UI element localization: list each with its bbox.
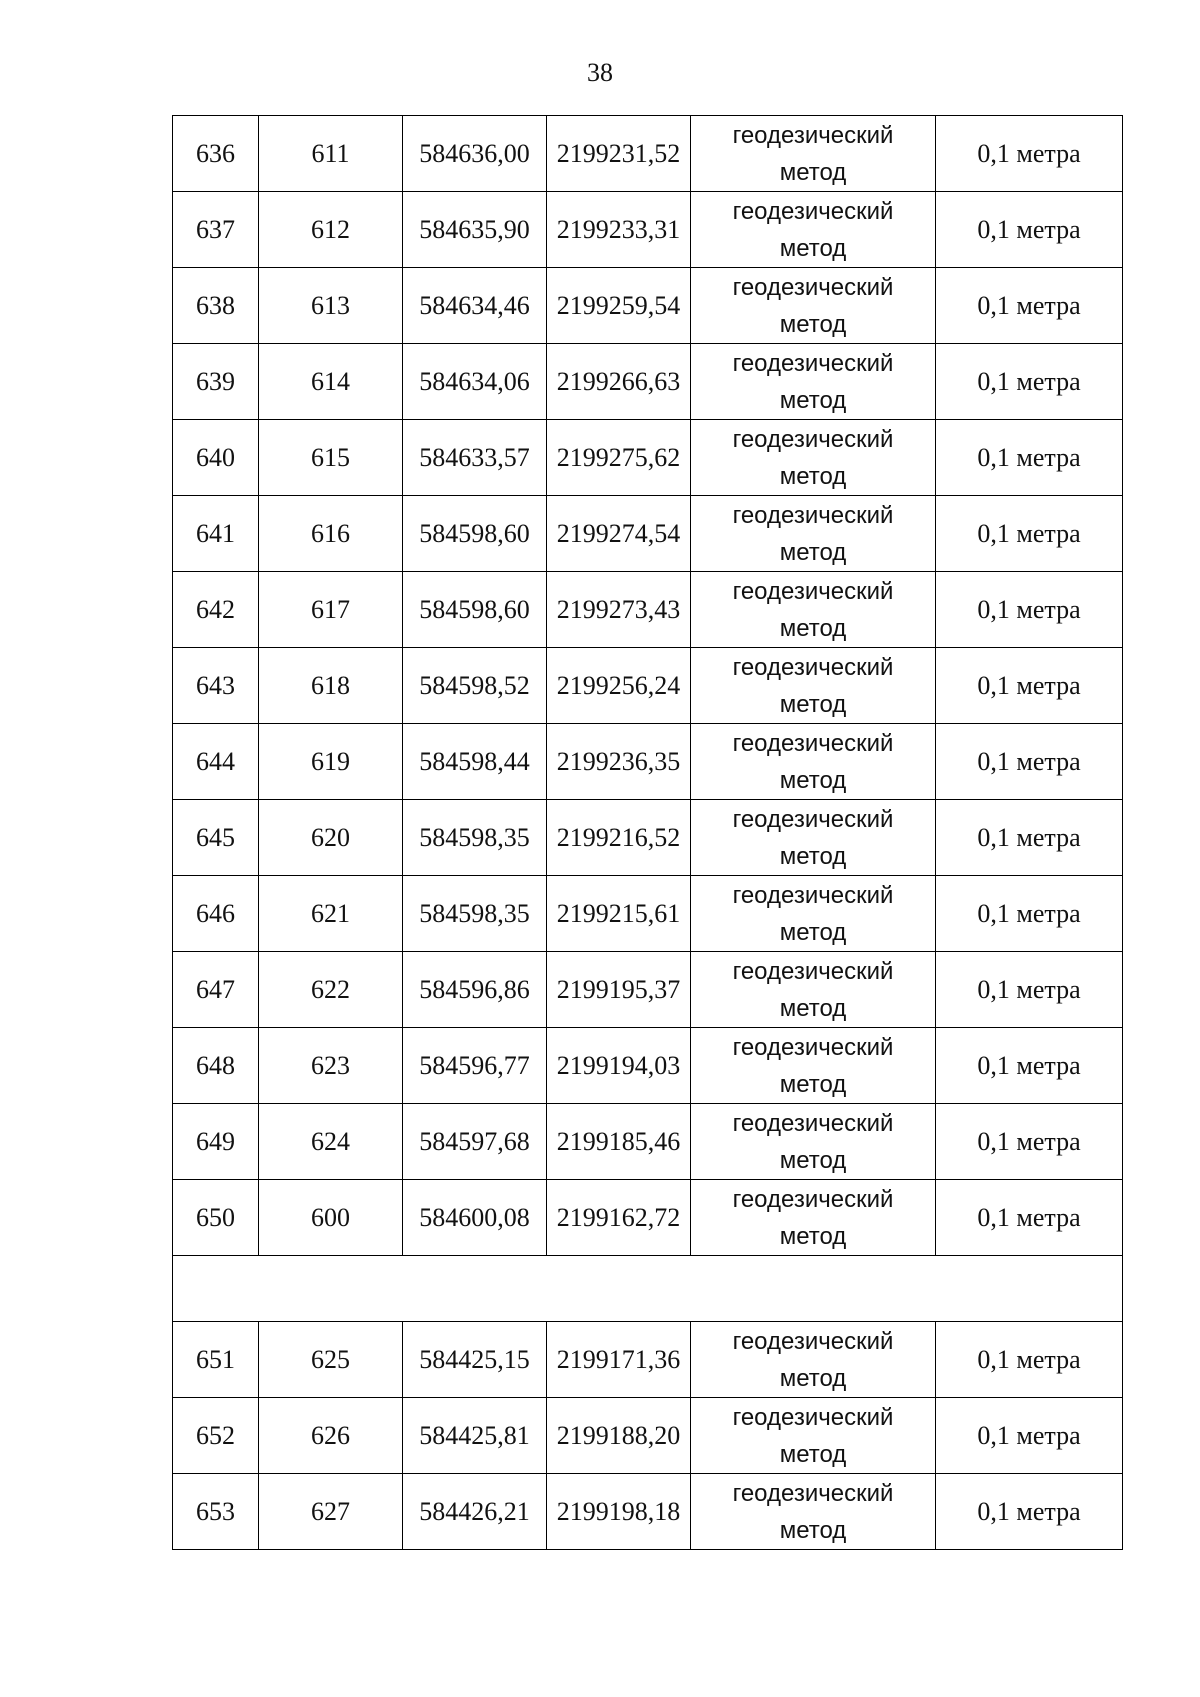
- x-coordinate-cell: 584634,06: [403, 344, 547, 420]
- method-cell: [691, 648, 936, 724]
- method-cell: [691, 572, 936, 648]
- y-coordinate-cell: 2199215,61: [547, 876, 691, 952]
- method-cell: [691, 876, 936, 952]
- y-coordinate-cell: 2199259,54: [547, 268, 691, 344]
- point-number-cell: 622: [259, 952, 403, 1028]
- method-cell: [691, 1104, 936, 1180]
- table-row: [173, 1474, 1123, 1550]
- coordinates-table: [172, 115, 1123, 1550]
- y-coordinate-cell: 2199171,36: [547, 1322, 691, 1398]
- accuracy-cell: 0,1 метра: [936, 496, 1123, 572]
- x-coordinate-cell: 584636,00: [403, 116, 547, 192]
- row-number-cell: 652: [173, 1398, 259, 1474]
- row-number-cell: 651: [173, 1322, 259, 1398]
- row-number-cell: 644: [173, 724, 259, 800]
- method-text-line-1: геодезический: [732, 957, 894, 985]
- method-text-line-2: метод: [779, 310, 847, 338]
- method-text-line-1: геодезический: [732, 1327, 894, 1355]
- row-number-cell: 650: [173, 1180, 259, 1256]
- method-text-line-2: метод: [779, 386, 847, 414]
- page-number: 38: [587, 58, 613, 87]
- accuracy-cell: 0,1 метра: [936, 724, 1123, 800]
- y-coordinate-cell: 2199162,72: [547, 1180, 691, 1256]
- method-text-line-2: метод: [779, 538, 847, 566]
- accuracy-cell: 0,1 метра: [936, 952, 1123, 1028]
- x-coordinate-cell: 584425,81: [403, 1398, 547, 1474]
- table-row: [173, 420, 1123, 496]
- method-text-line-1: геодезический: [732, 653, 894, 681]
- row-number-cell: 636: [173, 116, 259, 192]
- method-text-line-1: геодезический: [732, 197, 894, 225]
- table-row: [173, 648, 1123, 724]
- method-text-line-2: метод: [779, 690, 847, 718]
- accuracy-cell: 0,1 метра: [936, 344, 1123, 420]
- y-coordinate-cell: 2199256,24: [547, 648, 691, 724]
- y-coordinate-cell: 2199233,31: [547, 192, 691, 268]
- table-row: [173, 344, 1123, 420]
- method-text-line-1: геодезический: [732, 729, 894, 757]
- row-number-cell: 647: [173, 952, 259, 1028]
- row-number-cell: 642: [173, 572, 259, 648]
- method-cell: [691, 1180, 936, 1256]
- method-text-line-2: метод: [779, 1070, 847, 1098]
- y-coordinate-cell: 2199275,62: [547, 420, 691, 496]
- row-number-cell: 643: [173, 648, 259, 724]
- table-row: [173, 876, 1123, 952]
- table-row: [173, 1180, 1123, 1256]
- y-coordinate-cell: 2199236,35: [547, 724, 691, 800]
- x-coordinate-cell: 584597,68: [403, 1104, 547, 1180]
- point-number-cell: 613: [259, 268, 403, 344]
- method-cell: [691, 420, 936, 496]
- table-row: [173, 1104, 1123, 1180]
- x-coordinate-cell: 584600,08: [403, 1180, 547, 1256]
- y-coordinate-cell: 2199231,52: [547, 116, 691, 192]
- method-text-line-1: геодезический: [732, 1109, 894, 1137]
- table-row: [173, 496, 1123, 572]
- point-number-cell: 611: [259, 116, 403, 192]
- method-text-line-2: метод: [779, 842, 847, 870]
- row-number-cell: 638: [173, 268, 259, 344]
- accuracy-cell: 0,1 метра: [936, 1398, 1123, 1474]
- table-row: [173, 1028, 1123, 1104]
- x-coordinate-cell: 584635,90: [403, 192, 547, 268]
- y-coordinate-cell: 2199274,54: [547, 496, 691, 572]
- method-text-line-2: метод: [779, 918, 847, 946]
- y-coordinate-cell: 2199185,46: [547, 1104, 691, 1180]
- method-cell: [691, 952, 936, 1028]
- method-text-line-2: метод: [779, 994, 847, 1022]
- accuracy-cell: 0,1 метра: [936, 420, 1123, 496]
- y-coordinate-cell: 2199194,03: [547, 1028, 691, 1104]
- method-text-line-2: метод: [779, 462, 847, 490]
- method-cell: [691, 800, 936, 876]
- x-coordinate-cell: 584598,44: [403, 724, 547, 800]
- point-number-cell: 621: [259, 876, 403, 952]
- method-text-line-2: метод: [779, 766, 847, 794]
- accuracy-cell: 0,1 метра: [936, 116, 1123, 192]
- point-number-cell: 623: [259, 1028, 403, 1104]
- accuracy-cell: 0,1 метра: [936, 1474, 1123, 1550]
- method-text-line-2: метод: [779, 1222, 847, 1250]
- method-cell: [691, 1474, 936, 1550]
- table-row: [173, 724, 1123, 800]
- method-cell: [691, 724, 936, 800]
- method-text-line-2: метод: [779, 158, 847, 186]
- point-number-cell: 614: [259, 344, 403, 420]
- point-number-cell: 616: [259, 496, 403, 572]
- method-cell: [691, 268, 936, 344]
- point-number-cell: 624: [259, 1104, 403, 1180]
- table-row: [173, 268, 1123, 344]
- method-text-line-1: геодезический: [732, 1479, 894, 1507]
- x-coordinate-cell: 584633,57: [403, 420, 547, 496]
- accuracy-cell: 0,1 метра: [936, 268, 1123, 344]
- y-coordinate-cell: 2199188,20: [547, 1398, 691, 1474]
- method-text-line-2: метод: [779, 1516, 847, 1544]
- method-text-line-1: геодезический: [732, 121, 894, 149]
- point-number-cell: 625: [259, 1322, 403, 1398]
- method-text-line-1: геодезический: [732, 349, 894, 377]
- method-cell: [691, 496, 936, 572]
- table-row: [173, 952, 1123, 1028]
- x-coordinate-cell: 584634,46: [403, 268, 547, 344]
- row-number-cell: 648: [173, 1028, 259, 1104]
- method-text-line-1: геодезический: [732, 273, 894, 301]
- x-coordinate-cell: 584596,86: [403, 952, 547, 1028]
- table-row: [173, 116, 1123, 192]
- method-text-line-1: геодезический: [732, 1033, 894, 1061]
- table-row: [173, 1322, 1123, 1398]
- accuracy-cell: 0,1 метра: [936, 192, 1123, 268]
- row-number-cell: 645: [173, 800, 259, 876]
- table-row: [173, 800, 1123, 876]
- accuracy-cell: 0,1 метра: [936, 876, 1123, 952]
- accuracy-cell: 0,1 метра: [936, 648, 1123, 724]
- row-number-cell: 641: [173, 496, 259, 572]
- coordinates-table-body: [173, 116, 1123, 1550]
- accuracy-cell: 0,1 метра: [936, 572, 1123, 648]
- point-number-cell: 626: [259, 1398, 403, 1474]
- table-row: [173, 192, 1123, 268]
- method-text-line-2: метод: [779, 614, 847, 642]
- method-text-line-1: геодезический: [732, 425, 894, 453]
- method-text-line-2: метод: [779, 1146, 847, 1174]
- row-number-cell: 639: [173, 344, 259, 420]
- row-number-cell: 646: [173, 876, 259, 952]
- row-number-cell: 653: [173, 1474, 259, 1550]
- method-cell: [691, 1398, 936, 1474]
- method-text-line-1: геодезический: [732, 501, 894, 529]
- y-coordinate-cell: 2199266,63: [547, 344, 691, 420]
- x-coordinate-cell: 584598,52: [403, 648, 547, 724]
- row-number-cell: 640: [173, 420, 259, 496]
- accuracy-cell: 0,1 метра: [936, 1028, 1123, 1104]
- point-number-cell: 617: [259, 572, 403, 648]
- point-number-cell: 612: [259, 192, 403, 268]
- accuracy-cell: 0,1 метра: [936, 800, 1123, 876]
- y-coordinate-cell: 2199273,43: [547, 572, 691, 648]
- method-text-line-2: метод: [779, 234, 847, 262]
- x-coordinate-cell: 584598,60: [403, 572, 547, 648]
- x-coordinate-cell: 584598,35: [403, 800, 547, 876]
- section-separator-row: [173, 1256, 1123, 1322]
- method-cell: [691, 1322, 936, 1398]
- x-coordinate-cell: 584598,60: [403, 496, 547, 572]
- method-text-line-2: метод: [779, 1440, 847, 1468]
- point-number-cell: 619: [259, 724, 403, 800]
- table-row: [173, 572, 1123, 648]
- point-number-cell: 620: [259, 800, 403, 876]
- point-number-cell: 615: [259, 420, 403, 496]
- method-text-line-1: геодезический: [732, 805, 894, 833]
- x-coordinate-cell: 584426,21: [403, 1474, 547, 1550]
- y-coordinate-cell: 2199195,37: [547, 952, 691, 1028]
- method-cell: [691, 1028, 936, 1104]
- method-text-line-2: метод: [779, 1364, 847, 1392]
- point-number-cell: 600: [259, 1180, 403, 1256]
- method-text-line-1: геодезический: [732, 1185, 894, 1213]
- point-number-cell: 618: [259, 648, 403, 724]
- method-cell: [691, 344, 936, 420]
- section-separator-cell: [173, 1256, 1123, 1322]
- x-coordinate-cell: 584596,77: [403, 1028, 547, 1104]
- row-number-cell: 637: [173, 192, 259, 268]
- method-text-line-1: геодезический: [732, 881, 894, 909]
- table-row: [173, 1398, 1123, 1474]
- accuracy-cell: 0,1 метра: [936, 1104, 1123, 1180]
- accuracy-cell: 0,1 метра: [936, 1322, 1123, 1398]
- x-coordinate-cell: 584598,35: [403, 876, 547, 952]
- point-number-cell: 627: [259, 1474, 403, 1550]
- y-coordinate-cell: 2199216,52: [547, 800, 691, 876]
- accuracy-cell: 0,1 метра: [936, 1180, 1123, 1256]
- method-cell: [691, 192, 936, 268]
- x-coordinate-cell: 584425,15: [403, 1322, 547, 1398]
- method-text-line-1: геодезический: [732, 577, 894, 605]
- method-cell: [691, 116, 936, 192]
- y-coordinate-cell: 2199198,18: [547, 1474, 691, 1550]
- method-text-line-1: геодезический: [732, 1403, 894, 1431]
- row-number-cell: 649: [173, 1104, 259, 1180]
